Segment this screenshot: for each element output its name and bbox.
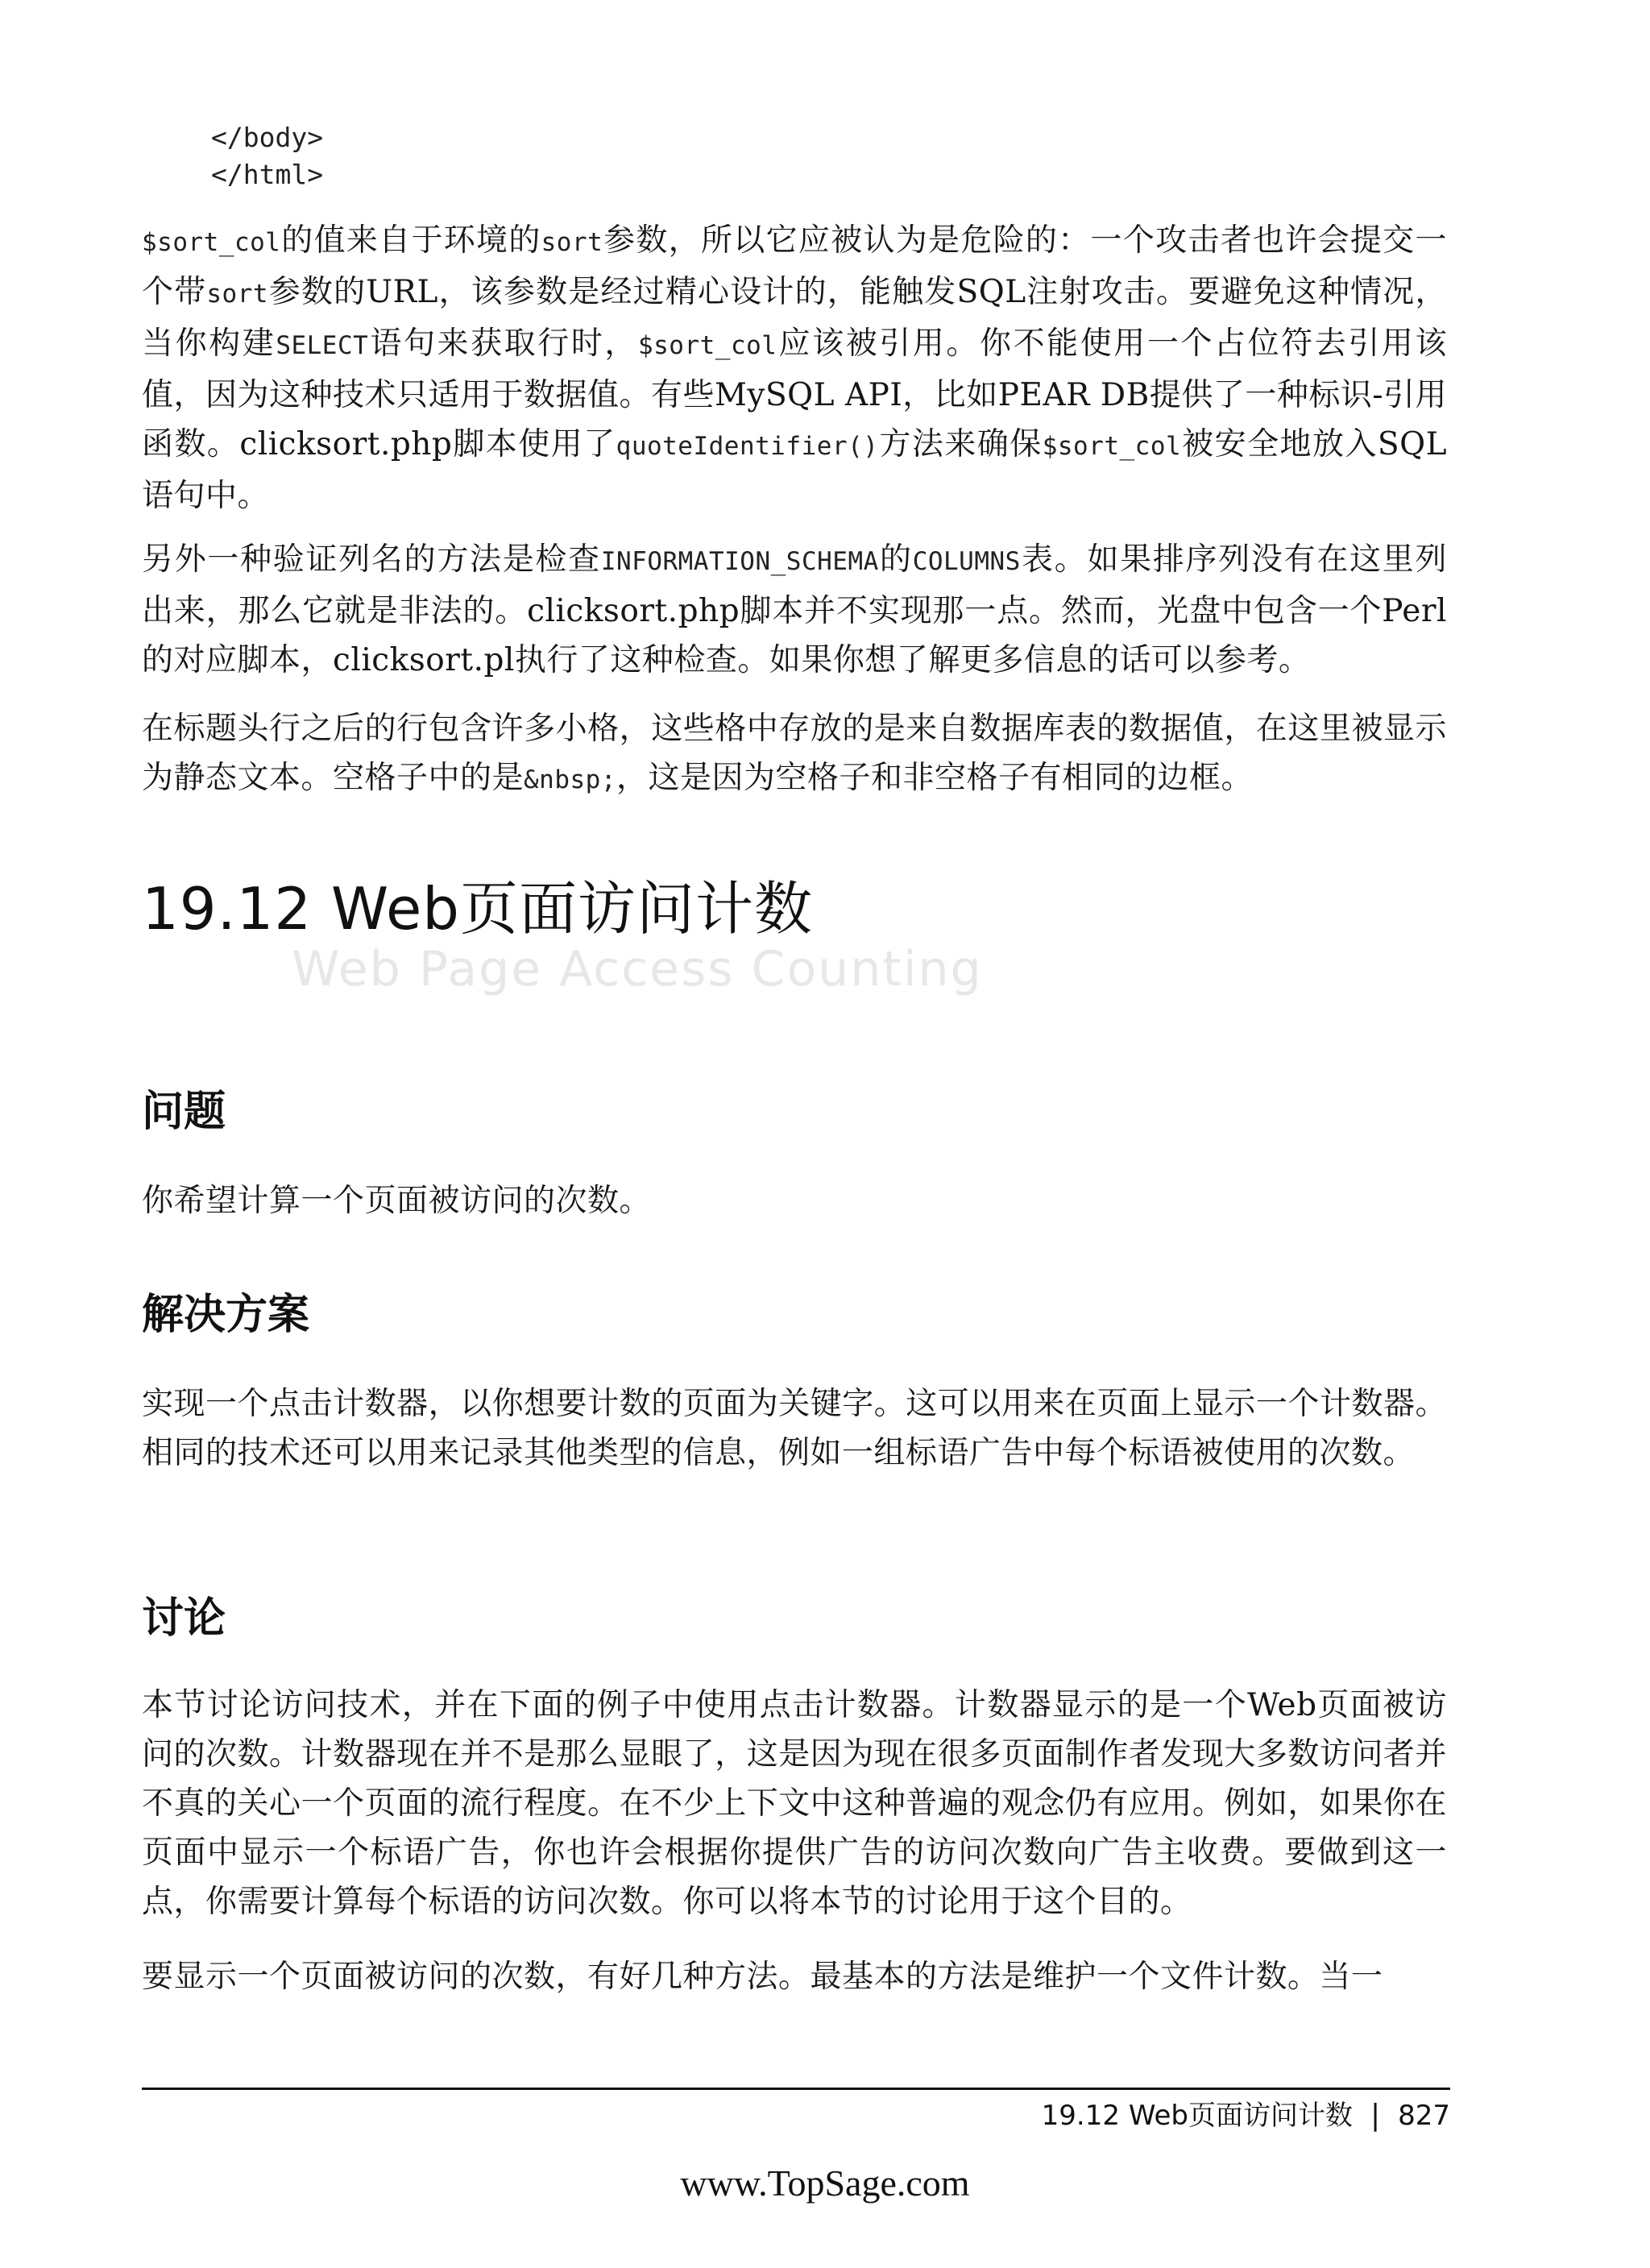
section-title: 19.12 Web页面访问计数 [142, 875, 813, 943]
discussion-paragraph-1: 本节讨论访问技术，并在下面的例子中使用点击计数器。计数器显示的是一个Web页面被访问的次数。计数器现在并不是那么显眼了，这是因为现在很多页面制作者发现大多数访问者并不真的关心一个页面的流行程度。在不少上下文中这种普遍的观念仍有应用。例如，如果你在页面中显示一个标语广告，你也许会根据你提供广告的访问次数向广告主收费。要做到这一点，你需要计算每个标语的访问次数。你可以将本节的讨论用于这个目的。 [142, 1687, 1447, 1920]
text: 另外一种验证列名的方法是检查 [142, 541, 601, 578]
page-footer [1042, 2096, 1450, 2135]
code-inline: $sort_col [637, 331, 777, 360]
footer-separator: | [1370, 2099, 1381, 2132]
paragraph-sort-col [142, 216, 1447, 520]
code-inline: $sort_col [1042, 432, 1182, 461]
paragraph-information-schema [142, 535, 1447, 685]
text: 参数，所以它应被认为是危险的：一个攻击者也许会提交一个带 [142, 222, 1447, 310]
problem-text: 你希望计算一个页面被访问的次数。 [142, 1183, 652, 1219]
text: 方法来确保 [878, 426, 1043, 462]
footer-divider [142, 2088, 1450, 2090]
code-inline: $sort_col [142, 228, 281, 257]
code-inline: quoteIdentifier() [616, 432, 879, 461]
code-inline: sort [541, 228, 603, 257]
text: 的值来自于环境的 [280, 222, 541, 259]
text: 语句来获取行时， [368, 325, 638, 362]
heading-problem: 问题 [142, 1088, 226, 1136]
website-watermark: www.TopSage.com [680, 2162, 970, 2204]
code-snippet [211, 119, 323, 193]
section-subtitle: Web Page Access Counting [292, 941, 983, 997]
discussion-paragraph-2: 要显示一个页面被访问的次数，有好几种方法。最基本的方法是维护一个文件计数。当一 [142, 1959, 1383, 1995]
solution-text: 实现一个点击计数器，以你想要计数的页面为关键字。这可以用来在页面上显示一个计数器。相同的技术还可以用来记录其他类型的信息，例如一组标语广告中每个标语被使用的次数。 [142, 1386, 1447, 1471]
code-line: </html> [211, 159, 324, 190]
running-footer-title: 19.12 Web页面访问计数 [1041, 2100, 1353, 2132]
code-inline: INFORMATION_SCHEMA [600, 547, 879, 576]
page-number: 827 [1398, 2100, 1450, 2132]
code-inline: sort [206, 280, 269, 309]
text: 的 [878, 541, 913, 578]
code-inline: COLUMNS [912, 547, 1021, 576]
text: 参数的URL，该参数是经过精心设计的，能触发SQL注射攻击。要避免这种情况，当你构建 [142, 274, 1447, 362]
text: 应该被引用。你不能使用一个占位符去引用该值，因为这种技术只适用于数据值。有些MySQL API，比如PEAR DB提供了一种标识-引用函数。clicksort.php脚本使用了 [142, 325, 1448, 462]
text: 在标题头行之后的行包含许多小格，这些格中存放的是来自数据库表的数据值，在这里被显示为静态文本。空格子中的是 [142, 711, 1447, 796]
heading-solution: 解决方案 [142, 1291, 310, 1339]
text: 被安全地放入SQL语句中。 [142, 426, 1447, 514]
code-inline: &nbsp; [524, 765, 616, 794]
code-inline: SELECT [276, 331, 369, 360]
code-line: </body> [211, 122, 324, 153]
heading-discussion: 讨论 [142, 1594, 226, 1643]
text: ，这是因为空格子和非空格子有相同的边框。 [616, 760, 1254, 796]
text: 表。如果排序列没有在这里列出来，那么它就是非法的。clicksort.php脚本并不实现那一点。然而，光盘中包含一个Perl的对应脚本，clicksort.pl执行了这种检查。如果你想了解更多信息的话可以参考。 [142, 541, 1447, 678]
paragraph-cells [142, 704, 1447, 805]
